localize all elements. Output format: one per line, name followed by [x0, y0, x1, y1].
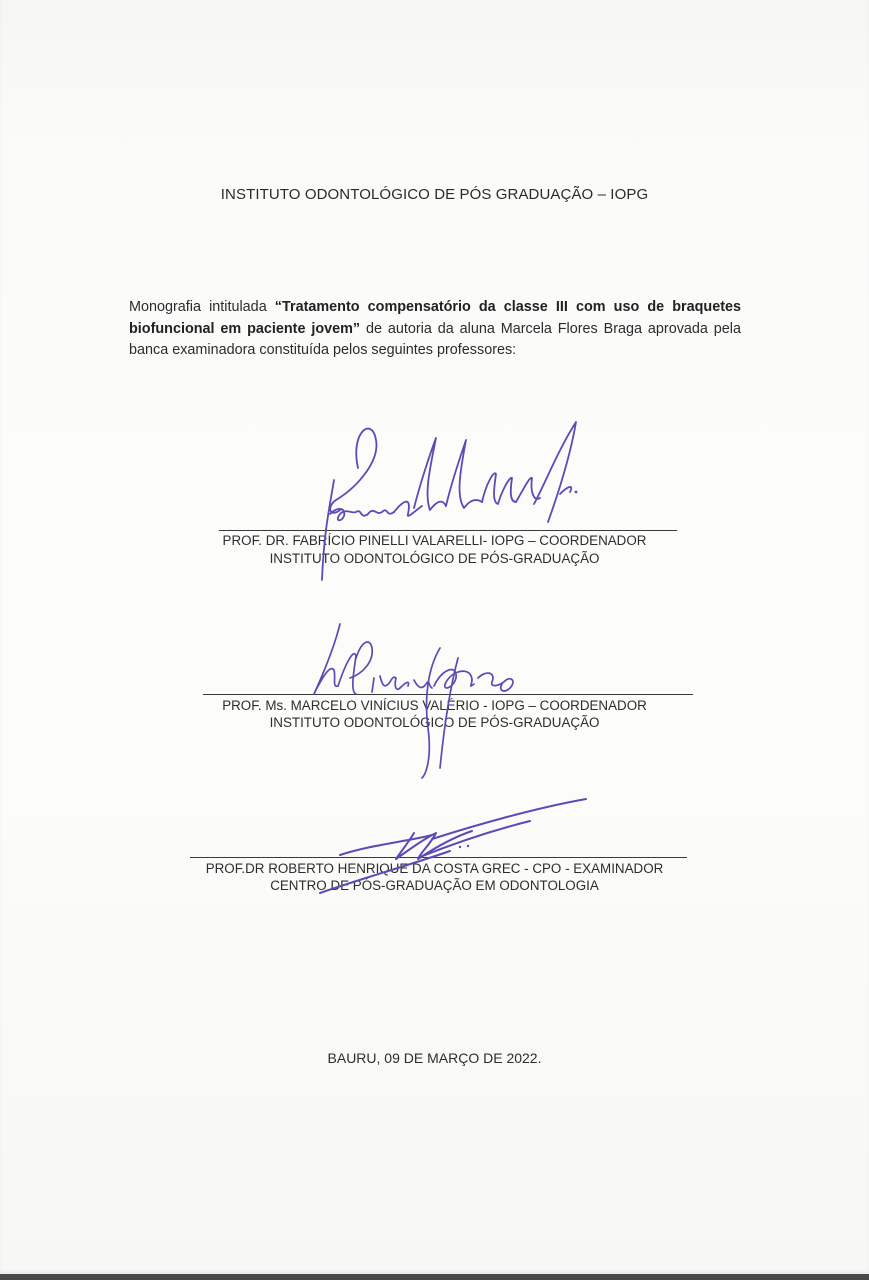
- signatory-3-institution: CENTRO DE PÓS-GRADUAÇÃO EM ODONTOLOGIA: [270, 878, 599, 893]
- intro-prefix: Monografia intitulada: [129, 299, 275, 315]
- signatory-1-institution: INSTITUTO ODONTOLÓGICO DE PÓS-GRADUAÇÃO: [269, 551, 600, 566]
- institute-title: INSTITUTO ODONTOLÓGICO DE PÓS GRADUAÇÃO – IOPG: [220, 186, 649, 203]
- signatory-2-name: PROF. Ms. MARCELO VINÍCIUS VALÉRIO - IOPG – COORDENADOR: [222, 698, 647, 713]
- signature-line-3: [190, 857, 687, 858]
- signatory-3-name: PROF.DR ROBERTO HENRIQUE DA COSTA GREC - CPO - EXAMINADOR: [205, 861, 664, 876]
- intro-suffix: de autoria da aluna Marcela Flores Braga aprovada pela banca examinadora constituída pelos seguintes professores:: [129, 320, 741, 358]
- monograph-title: “Tratamento compensatório da classe III com uso de braquetes biofuncional em paciente jovem”: [129, 299, 741, 337]
- signature-line-2: [203, 694, 693, 695]
- signatory-1-name: PROF. DR. FABRÍCIO PINELLI VALARELLI- IOPG – COORDENADOR: [222, 533, 647, 548]
- place-date: BAURU, 09 DE MARÇO DE 2022.: [327, 1050, 542, 1066]
- approval-paragraph: [129, 297, 741, 362]
- signature-line-1: [219, 530, 677, 531]
- page-bottom-edge: [0, 1274, 869, 1280]
- signatory-2-institution: INSTITUTO ODONTOLÓGICO DE PÓS-GRADUAÇÃO: [269, 715, 600, 730]
